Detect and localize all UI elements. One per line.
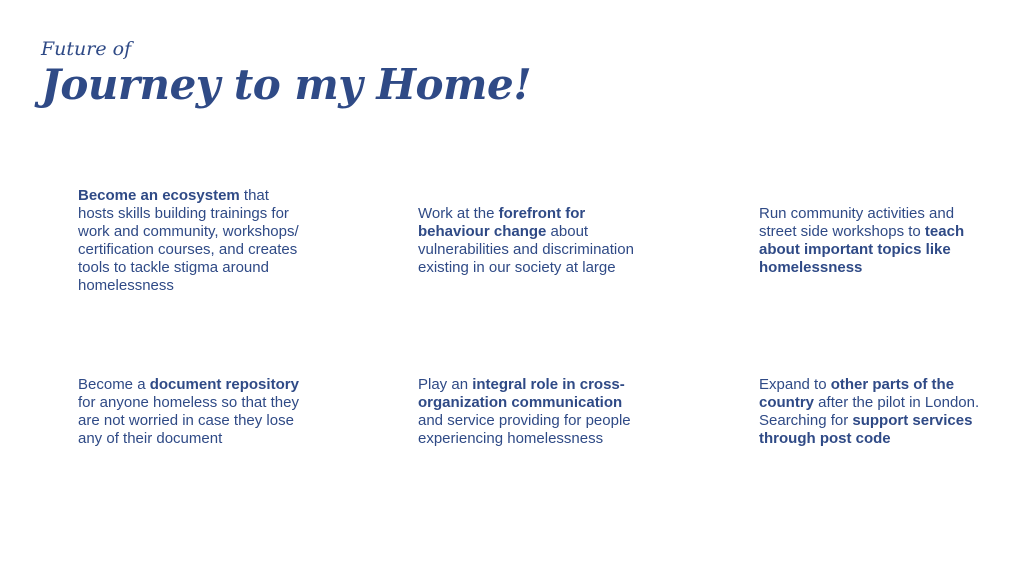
vision-card-text [418,205,643,277]
vision-card-community-activities [759,205,984,277]
vision-card-body: for anyone homeless so that they are not worried in case they lose any of their document [78,394,299,447]
vision-card-text [759,376,984,448]
vision-card-highlight: other parts of the country [759,376,955,411]
slide-subtitle: Future of [41,38,132,60]
vision-card-text [418,376,643,448]
vision-card-body: Run community activities and street side workshops to [759,205,955,240]
vision-card-expansion [759,376,984,448]
vision-card-body: Play an [418,376,473,393]
vision-card-text [78,187,303,295]
vision-card-highlight: teach about important topics like homelessness [759,223,965,276]
vision-card-body: and service providing for people experiencing homelessness [418,412,631,447]
slide-header [41,38,531,108]
vision-card-text [78,376,303,448]
vision-card-behaviour-change [418,205,643,277]
vision-card-document-repository [78,376,303,448]
vision-card-body: Become a [78,376,150,393]
vision-card-body: after the pilot in London. Searching for [759,394,980,429]
vision-card-highlight: integral role in cross-organization communication [418,376,625,411]
vision-card-body: about vulnerabilities and discrimination existing in our society at large [418,223,634,276]
vision-card-ecosystem [78,187,303,295]
vision-card-text [759,205,984,277]
vision-card-highlight: Become an ecosystem [78,187,240,204]
vision-card-highlight: support services through post code [759,412,973,447]
vision-card-body: Expand to [759,376,831,393]
vision-card-highlight: forefront for behaviour change [418,205,586,240]
vision-card-body: Work at the [418,205,499,222]
vision-card-cross-organization [418,376,643,448]
vision-card-highlight: document repository [149,376,299,393]
vision-card-body: that hosts skills building trainings for work and community, workshops/ certification courses, and creates tools to tackle stigma around homelessness [78,187,299,294]
slide-title: Journey to my Home! [41,60,532,109]
